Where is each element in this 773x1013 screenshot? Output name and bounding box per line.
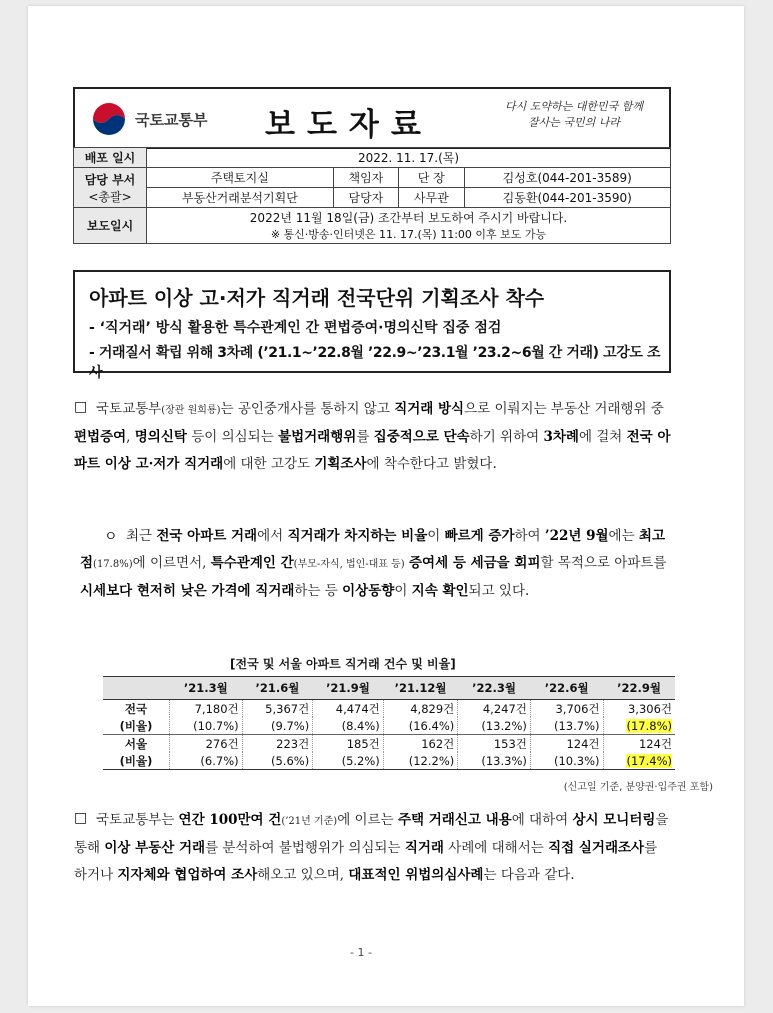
headline: 아파트 이상 고·저가 직거래 전국단위 기획조사 착수 xyxy=(89,286,545,310)
column-header: ’22.3월 xyxy=(458,677,531,700)
column-header: ’21.9월 xyxy=(313,677,384,700)
distribution-label: 배포 일시 xyxy=(74,148,147,168)
table-row xyxy=(103,700,675,718)
row-label-nationwide: 전국 xyxy=(124,701,148,716)
department-label: 담당 부서 <총괄> xyxy=(74,168,147,208)
table-cell: 185건 xyxy=(313,735,384,753)
report-time: 2022년 11월 18일(금) 조간부터 보도하여 주시기 바랍니다. ※ 통신·방송·인터넷은 11. 17.(목) 11:00 이후 보도 가능 xyxy=(147,208,671,244)
table-row xyxy=(103,752,675,770)
table-cell: (5.2%) xyxy=(313,752,384,770)
press-release-header xyxy=(73,87,671,149)
department-2: 부동산거래분석기획단 xyxy=(147,188,334,208)
page-number: - 1 - xyxy=(350,946,372,959)
page-title: 보도자료 xyxy=(265,107,433,143)
title-2: 사무관 xyxy=(399,188,464,208)
table-cell: (6.7%) xyxy=(170,752,243,770)
release-info-table xyxy=(73,147,671,244)
table-cell-highlight: (17.8%) xyxy=(603,717,675,735)
paragraph-2: 최근 전국 아파트 거래에서 직거래가 차지하는 비율이 빠르게 증가하여 ’22년 9월에는 최고점(17.8%)에 이르면서, 특수관계인 간(부모-자식, 법인-대표 등) 증여세 등 세금을 회피할 목적으로 아파트를 시세보다 현저히 낮은 가격에 직거래하는 등 이상동향이 지속 확인되고 있다. xyxy=(80,528,667,599)
contact-1: 김성호(044-201-3589) xyxy=(464,168,670,188)
paragraph-3: 국토교통부는 연간 100만여 건(’21년 기준)에 이르는 주택 거래신고 내용에 대하여 상시 모니터링을 통해 이상 부동산 거래를 분석하여 불법행위가 의심되는 직거래 사례에 대해서는 직접 실거래조사를 하거나 지자체와 협업하여 조사해오고 있으며, 대표적인 위법의심사례는 다음과 같다. xyxy=(74,812,669,883)
distribution-date: 2022. 11. 17.(목) xyxy=(147,148,671,168)
government-emblem-icon xyxy=(89,99,129,139)
paragraph-1: 국토교통부(장관 원희룡)는 공인중개사를 통하지 않고 직거래 방식으로 이뤄지는 부동산 거래행위 중 편법증여, 명의신탁 등이 의심되는 불법거래행위를 집중적으로 단속하기 위하여 3차례에 걸쳐 전국 아파트 이상 고·저가 직거래에 대한 고강도 기획조사에 착수한다고 밝혔다. xyxy=(74,401,671,472)
table-cell-highlight: (17.4%) xyxy=(603,752,675,770)
table-row xyxy=(103,735,675,753)
table-cell: 4,247건 xyxy=(458,700,531,718)
table-cell: 162건 xyxy=(383,735,457,753)
table-caption: [전국 및 서울 아파트 직거래 건수 및 비율] xyxy=(230,657,456,671)
table-cell: (10.7%) xyxy=(170,717,243,735)
table-cell: (16.4%) xyxy=(383,717,457,735)
header-empty xyxy=(103,677,170,700)
table-cell: 4,829건 xyxy=(383,700,457,718)
table-cell: (12.2%) xyxy=(383,752,457,770)
row-label-ratio: (비율) xyxy=(103,717,170,735)
table-note: (신고일 기준, 분양권·입주권 포함) xyxy=(563,782,713,793)
table-cell: 276건 xyxy=(170,735,243,753)
role-2: 담당자 xyxy=(333,188,398,208)
table-header-row xyxy=(103,677,675,700)
table-cell: (8.4%) xyxy=(313,717,384,735)
table-row xyxy=(103,717,675,735)
table-cell: (13.2%) xyxy=(458,717,531,735)
subheadline-2: - 거래질서 확립 위해 3차례 (’21.1~’22.8월 ’22.9~’23.1월 ’23.2~6월 간 거래) 고강도 조사 xyxy=(89,345,661,381)
role-1: 책임자 xyxy=(333,168,398,188)
table-cell: 153건 xyxy=(458,735,531,753)
table-cell: 4,474건 xyxy=(313,700,384,718)
report-time-label: 보도일시 xyxy=(74,208,147,244)
row-label-seoul: 서울 xyxy=(124,736,148,751)
table-cell: 7,180건 xyxy=(170,700,243,718)
square-bullet-icon: □ xyxy=(74,399,88,415)
table-cell: 124건 xyxy=(603,735,675,753)
table-cell: 3,706건 xyxy=(530,700,603,718)
title-1: 단 장 xyxy=(399,168,464,188)
table-cell: 5,367건 xyxy=(242,700,313,718)
column-header: ’21.12월 xyxy=(383,677,457,700)
column-header: ’22.6월 xyxy=(530,677,603,700)
table-cell: 3,306건 xyxy=(603,700,675,718)
table-cell: 124건 xyxy=(530,735,603,753)
table-cell: (5.6%) xyxy=(242,752,313,770)
subheadline-1: - ‘직거래’ 방식 활용한 특수관계인 간 편법증여·명의신탁 집중 점검 xyxy=(89,320,502,336)
department-1: 주택토지실 xyxy=(147,168,334,188)
column-header: ’21.6월 xyxy=(242,677,313,700)
row-label-ratio: (비율) xyxy=(103,752,170,770)
direct-transaction-table xyxy=(103,676,675,770)
table-cell: (13.7%) xyxy=(530,717,603,735)
column-header: ’22.9월 xyxy=(603,677,675,700)
table-cell: (9.7%) xyxy=(242,717,313,735)
ministry-name: 국토교통부 xyxy=(135,111,208,129)
table-cell: 223건 xyxy=(242,735,313,753)
circle-bullet-icon: ㅇ xyxy=(104,529,118,545)
column-header: ’21.3월 xyxy=(170,677,243,700)
table-cell: (13.3%) xyxy=(458,752,531,770)
square-bullet-icon: □ xyxy=(74,810,88,826)
contact-2: 김동환(044-201-3590) xyxy=(464,188,670,208)
headline-box xyxy=(73,270,671,381)
table-cell: (10.3%) xyxy=(530,752,603,770)
slogan: 다시 도약하는 대한민국 함께 잘사는 국민의 나라 xyxy=(504,100,643,129)
